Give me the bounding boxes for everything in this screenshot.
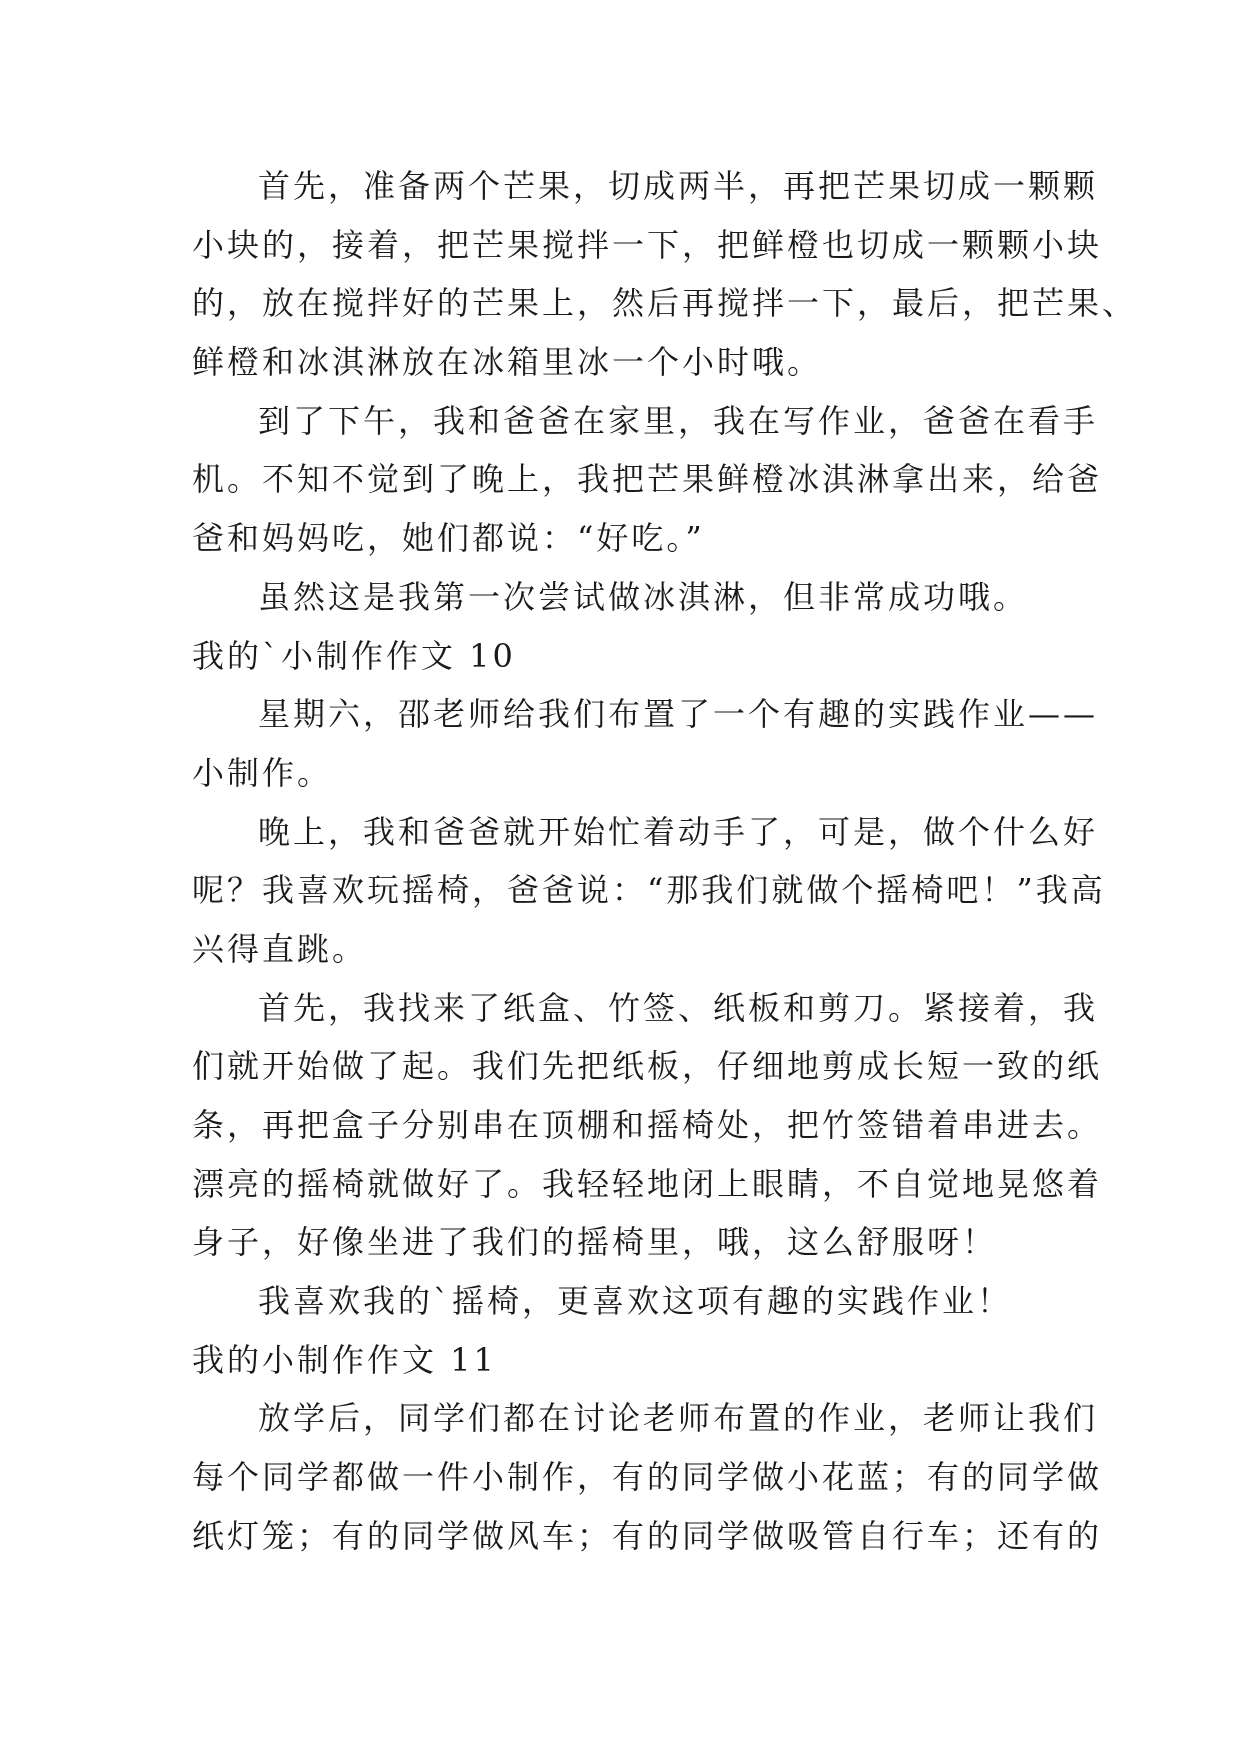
text-line: 纸灯笼；有的同学做风车；有的同学做吸管自行车；还有的	[192, 1516, 1103, 1555]
text-line: 到了下午，我和爸爸在家里，我在写作业，爸爸在看手	[258, 401, 1099, 440]
text-line: 的，放在搅拌好的芒果上，然后再搅拌一下，最后，把芒果、	[192, 284, 1138, 323]
text-line: 虽然这是我第一次尝试做冰淇淋，但非常成功哦。	[258, 577, 1029, 616]
text-line: 条，再把盒子分别串在顶棚和摇椅处，把竹签错着串进去。	[192, 1106, 1103, 1144]
text-line: 身子，好像坐进了我们的摇椅里，哦，这么舒服呀！	[192, 1223, 998, 1262]
text-line: 机。不知不觉到了晚上，我把芒果鲜橙冰淇淋拿出来，给爸	[192, 460, 1103, 499]
text-line: 小制作。	[192, 753, 333, 792]
text-line: 我的`小制作作文 10	[192, 636, 516, 675]
text-line: 呢？我喜欢玩摇椅，爸爸说：“那我们就做个摇椅吧！”我高	[192, 871, 1106, 910]
text-line: 首先，我找来了纸盒、竹签、纸板和剪刀。紧接着，我	[258, 988, 1099, 1027]
text-line: 星期六，邵老师给我们布置了一个有趣的实践作业——	[258, 695, 1099, 734]
text-line: 兴得直跳。	[192, 929, 368, 968]
text-line: 首先，准备两个芒果，切成两半，再把芒果切成一颗颗	[258, 167, 1099, 205]
text-line: 漂亮的摇椅就做好了。我轻轻地闭上眼睛，不自觉地晃悠着	[192, 1164, 1103, 1203]
text-line: 每个同学都做一件小制作，有的同学做小花蓝；有的同学做	[192, 1458, 1103, 1497]
text-line: 爸和妈妈吃，她们都说：“好吃。”	[192, 519, 705, 558]
essay-text-body	[192, 157, 1138, 1566]
text-line: 鲜橙和冰淇淋放在冰箱里冰一个小时哦。	[192, 343, 823, 382]
text-line: 放学后，同学们都在讨论老师布置的作业，老师让我们	[258, 1399, 1099, 1438]
text-line: 晚上，我和爸爸就开始忙着动手了，可是，做个什么好	[258, 812, 1099, 851]
text-line: 我的小制作作文 11	[192, 1340, 497, 1379]
text-line: 们就开始做了起。我们先把纸板，仔细地剪成长短一致的纸	[192, 1047, 1103, 1086]
text-line: 我喜欢我的`摇椅，更喜欢这项有趣的实践作业！	[258, 1282, 1013, 1321]
text-line: 小块的，接着，把芒果搅拌一下，把鲜橙也切成一颗颗小块	[192, 225, 1103, 264]
